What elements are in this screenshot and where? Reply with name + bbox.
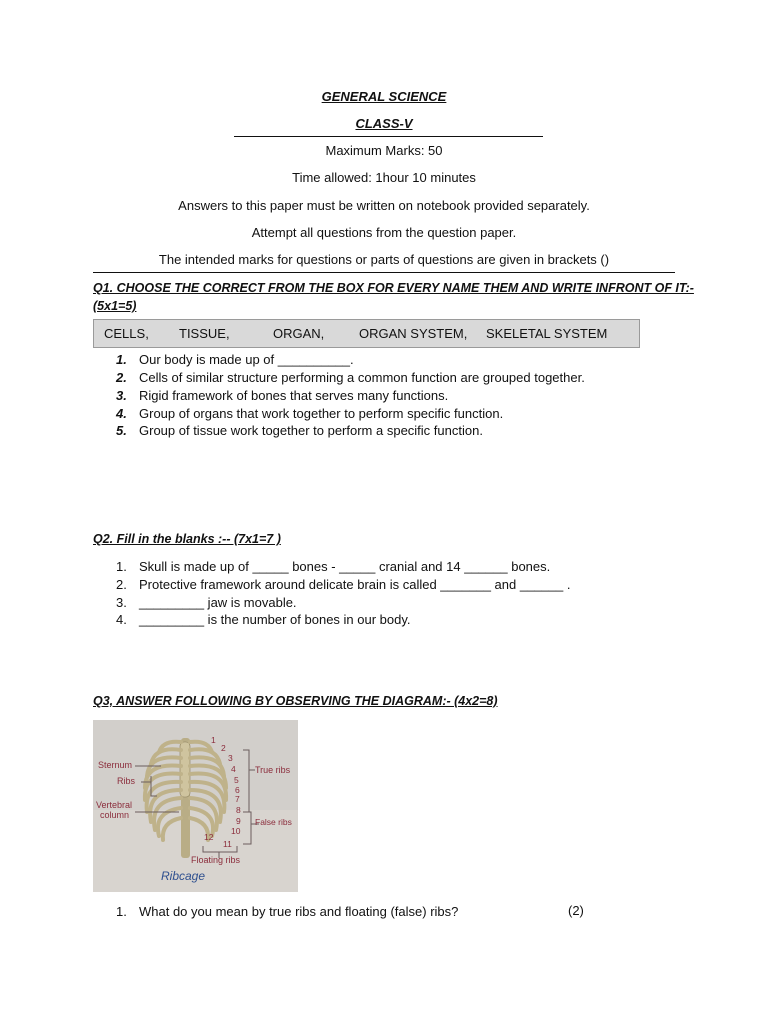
label-vertebral: Vertebral (96, 800, 133, 810)
item-text: Our body is made up of __________. (139, 352, 354, 367)
item-number: 3. (116, 595, 127, 610)
time-allowed: Time allowed: 1hour 10 minutes (292, 170, 476, 185)
q3-heading: Q3, ANSWER FOLLOWING BY OBSERVING THE DIAGRAM:- (4x2=8) (93, 694, 498, 708)
label-false-ribs: False ribs (255, 817, 292, 827)
instruction-notebook: Answers to this paper must be written on notebook provided separately. (178, 198, 590, 213)
rib-number: 1 (211, 735, 216, 745)
label-column: column (100, 810, 130, 820)
q2-heading: Q2. Fill in the blanks :-- (7x1=7 ) (93, 532, 281, 546)
item-text: Cells of similar structure performing a common function are grouped together. (139, 370, 585, 385)
subject-title: GENERAL SCIENCE (321, 89, 447, 104)
class-title: CLASS-V (355, 116, 413, 131)
q1-word-box (93, 319, 640, 348)
item-number: 4. (116, 612, 127, 627)
item-number: 3. (116, 388, 127, 403)
item-number: 1. (116, 352, 127, 367)
rib-number: 7 (235, 794, 240, 804)
label-sternum: Sternum (98, 760, 133, 770)
label-ribs: Ribs (117, 776, 136, 786)
label-floating-ribs: Floating ribs (191, 855, 241, 865)
item-number: 2. (116, 577, 127, 592)
item-number: 1. (116, 904, 127, 919)
rib-number: 2 (221, 743, 226, 753)
item-text: What do you mean by true ribs and floating (false) ribs? (139, 904, 459, 919)
label-true-ribs: True ribs (255, 765, 291, 775)
q3-item-marks: (2) (568, 903, 584, 918)
instruction-marks: The intended marks for questions or parts of questions are given in brackets () (158, 252, 610, 267)
diagram-caption: Ribcage (161, 869, 206, 883)
rib-number: 3 (228, 753, 233, 763)
ribcage-diagram (93, 720, 298, 892)
item-number: 1. (116, 559, 127, 574)
word-box-item: CELLS, (104, 326, 149, 341)
item-number: 5. (116, 423, 127, 438)
rib-number: 4 (231, 764, 236, 774)
item-text: _________ is the number of bones in our body. (139, 612, 411, 627)
rib-number: 10 (231, 826, 241, 836)
rib-number: 12 (204, 832, 214, 842)
header-divider (234, 136, 543, 137)
rib-number: 8 (236, 805, 241, 815)
rib-number: 9 (236, 816, 241, 826)
word-box-item: TISSUE, (179, 326, 230, 341)
instruction-attempt: Attempt all questions from the question paper. (251, 225, 517, 240)
item-text: Rigid framework of bones that serves many functions. (139, 388, 449, 403)
rib-number: 11 (223, 839, 232, 849)
q1-heading (93, 279, 694, 315)
word-box-item: ORGAN SYSTEM, (359, 326, 468, 341)
rib-number: 5 (234, 775, 239, 785)
q1-heading-line2: (5x1=5) (93, 299, 137, 313)
item-text: Group of tissue work together to perform a specific function. (139, 423, 483, 438)
item-number: 2. (116, 370, 127, 385)
item-text: Skull is made up of _____ bones - _____ cranial and 14 ______ bones. (139, 559, 551, 574)
word-box-item: SKELETAL SYSTEM (486, 326, 608, 341)
item-number: 4. (116, 406, 127, 421)
item-text: _________ jaw is movable. (139, 595, 297, 610)
q1-heading-line1: Q1. CHOOSE THE CORRECT FROM THE BOX FOR EVERY NAME THEM AND WRITE INFRONT OF IT:- (93, 281, 694, 295)
item-text: Group of organs that work together to perform specific function. (139, 406, 504, 421)
item-text: Protective framework around delicate brain is called _______ and ______ . (139, 577, 571, 592)
word-box-item: ORGAN, (273, 326, 325, 341)
rib-number: 6 (235, 785, 240, 795)
section-divider (93, 272, 675, 273)
max-marks: Maximum Marks: 50 (325, 143, 443, 158)
